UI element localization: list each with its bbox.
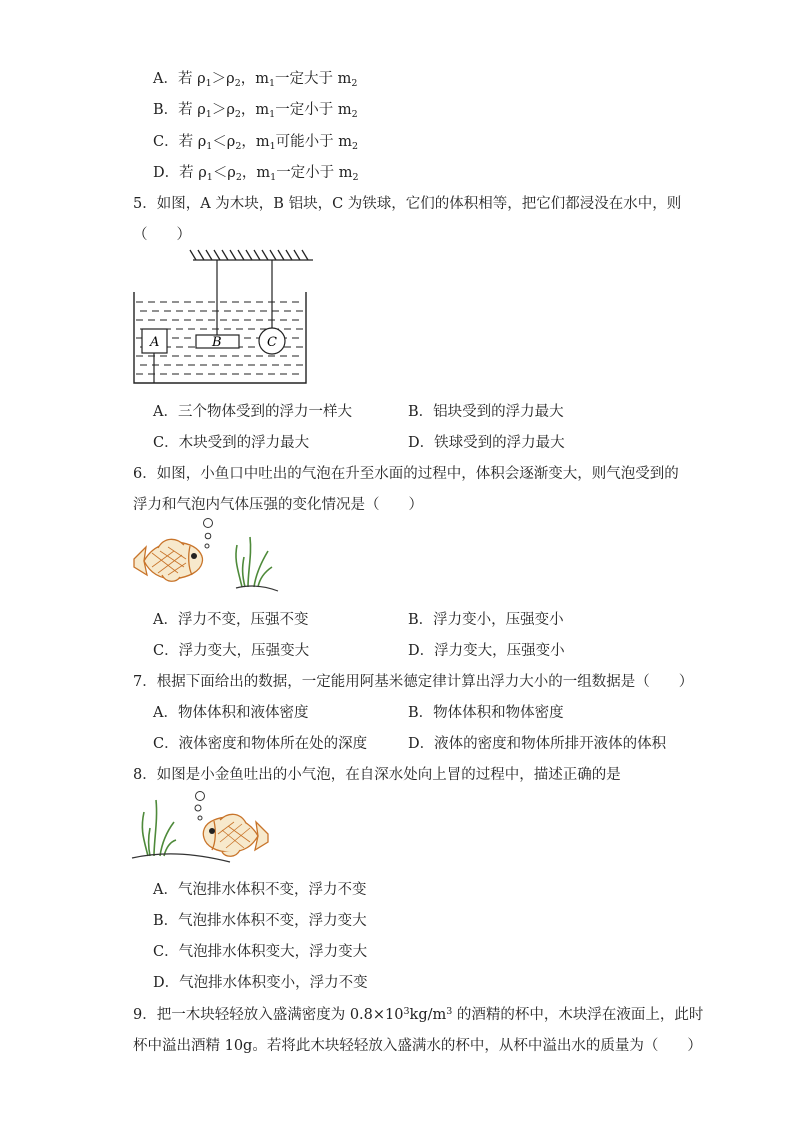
bubbles bbox=[195, 792, 205, 821]
q6-stem-line2: 浮力和气泡内气体压强的变化情况是（ ） bbox=[133, 497, 423, 513]
label-a: A bbox=[150, 335, 160, 350]
fish-icon bbox=[203, 814, 268, 856]
q5-option-b: B．铝块受到的浮力最大 bbox=[408, 404, 564, 420]
q5-option-d: D．铁球受到的浮力最大 bbox=[408, 435, 565, 451]
q9-stem-line2: 杯中溢出酒精 10g。若将此木块轻轻放入盛满水的杯中，从杯中溢出水的质量为（ ） bbox=[133, 1038, 702, 1054]
q7-option-a: A．物体体积和液体密度 bbox=[153, 705, 309, 721]
q7-option-c: C．液体密度和物体所在处的深度 bbox=[153, 736, 368, 752]
q9-stem-line1: 9．把一木块轻轻放入盛满密度为 $0.8\times 10^3kg/m^3$ 的酒精的杯中，木块浮在液面上，此时 bbox=[133, 1006, 704, 1023]
q7-option-d: D．液体的密度和物体所排开液体的体积 bbox=[408, 736, 667, 752]
q8-option-c: C．气泡排水体积变大，浮力变大 bbox=[153, 944, 368, 960]
q6-option-c: C．浮力变大，压强变大 bbox=[153, 643, 310, 659]
q8-option-d: D．气泡排水体积变小，浮力不变 bbox=[153, 975, 368, 991]
q7-stem: 7．根据下面给出的数据，一定能用阿基米德定律计算出浮力大小的一组数据是（ ） bbox=[133, 674, 694, 690]
bubbles bbox=[204, 519, 213, 549]
q5-option-c: C．木块受到的浮力最大 bbox=[153, 435, 310, 451]
q6-option-d: D．浮力变大，压强变小 bbox=[408, 643, 565, 659]
q8-option-b: B．气泡排水体积不变，浮力变大 bbox=[153, 913, 367, 929]
q5-stem-line2: （ ） bbox=[133, 227, 191, 243]
q8-option-a: A．气泡排水体积不变，浮力不变 bbox=[153, 882, 367, 898]
q5-option-a: A．三个物体受到的浮力一样大 bbox=[153, 404, 352, 420]
q4-option-d: D．若 $\rho_1<\rho_2$，$m_1$一定小于 $m_2$ bbox=[153, 165, 359, 183]
q7-option-b: B．物体体积和物体密度 bbox=[408, 705, 564, 721]
q6-fish-figure bbox=[130, 515, 290, 595]
ceiling-support bbox=[190, 250, 313, 260]
seabed bbox=[236, 586, 278, 591]
q5-tank-figure bbox=[130, 250, 320, 390]
label-b: B bbox=[212, 335, 222, 350]
fish-icon bbox=[134, 539, 203, 581]
fish-eye bbox=[209, 828, 215, 834]
q6-option-b: B．浮力变小，压强变小 bbox=[408, 612, 564, 628]
q6-option-a: A．浮力不变，压强不变 bbox=[153, 612, 309, 628]
q4-option-a: A．若 $\rho_1>\rho_2$，$m_1$一定大于 $m_2$ bbox=[153, 71, 358, 89]
q8-stem: 8．如图是小金鱼吐出的小气泡，在自深水处向上冒的过程中，描述正确的是 bbox=[133, 767, 621, 783]
label-c: C bbox=[267, 335, 277, 350]
fish-eye bbox=[191, 553, 197, 559]
q5-stem-line1: 5．如图，A 为木块，B 铝块，C 为铁球，它们的体积相等，把它们都浸没在水中，则 bbox=[133, 196, 682, 212]
q8-fish-figure bbox=[130, 790, 275, 870]
q6-stem-line1: 6．如图，小鱼口中吐出的气泡在升至水面的过程中，体积会逐渐变大，则气泡受到的 bbox=[133, 466, 679, 482]
q4-option-c: C．若 $\rho_1<\rho_2$，$m_1$可能小于 $m_2$ bbox=[153, 134, 359, 152]
q4-option-b: B．若 $\rho_1>\rho_2$，$m_1$一定小于 $m_2$ bbox=[153, 102, 358, 120]
seaweed bbox=[236, 537, 272, 587]
seaweed bbox=[142, 800, 176, 856]
seabed bbox=[132, 854, 230, 862]
